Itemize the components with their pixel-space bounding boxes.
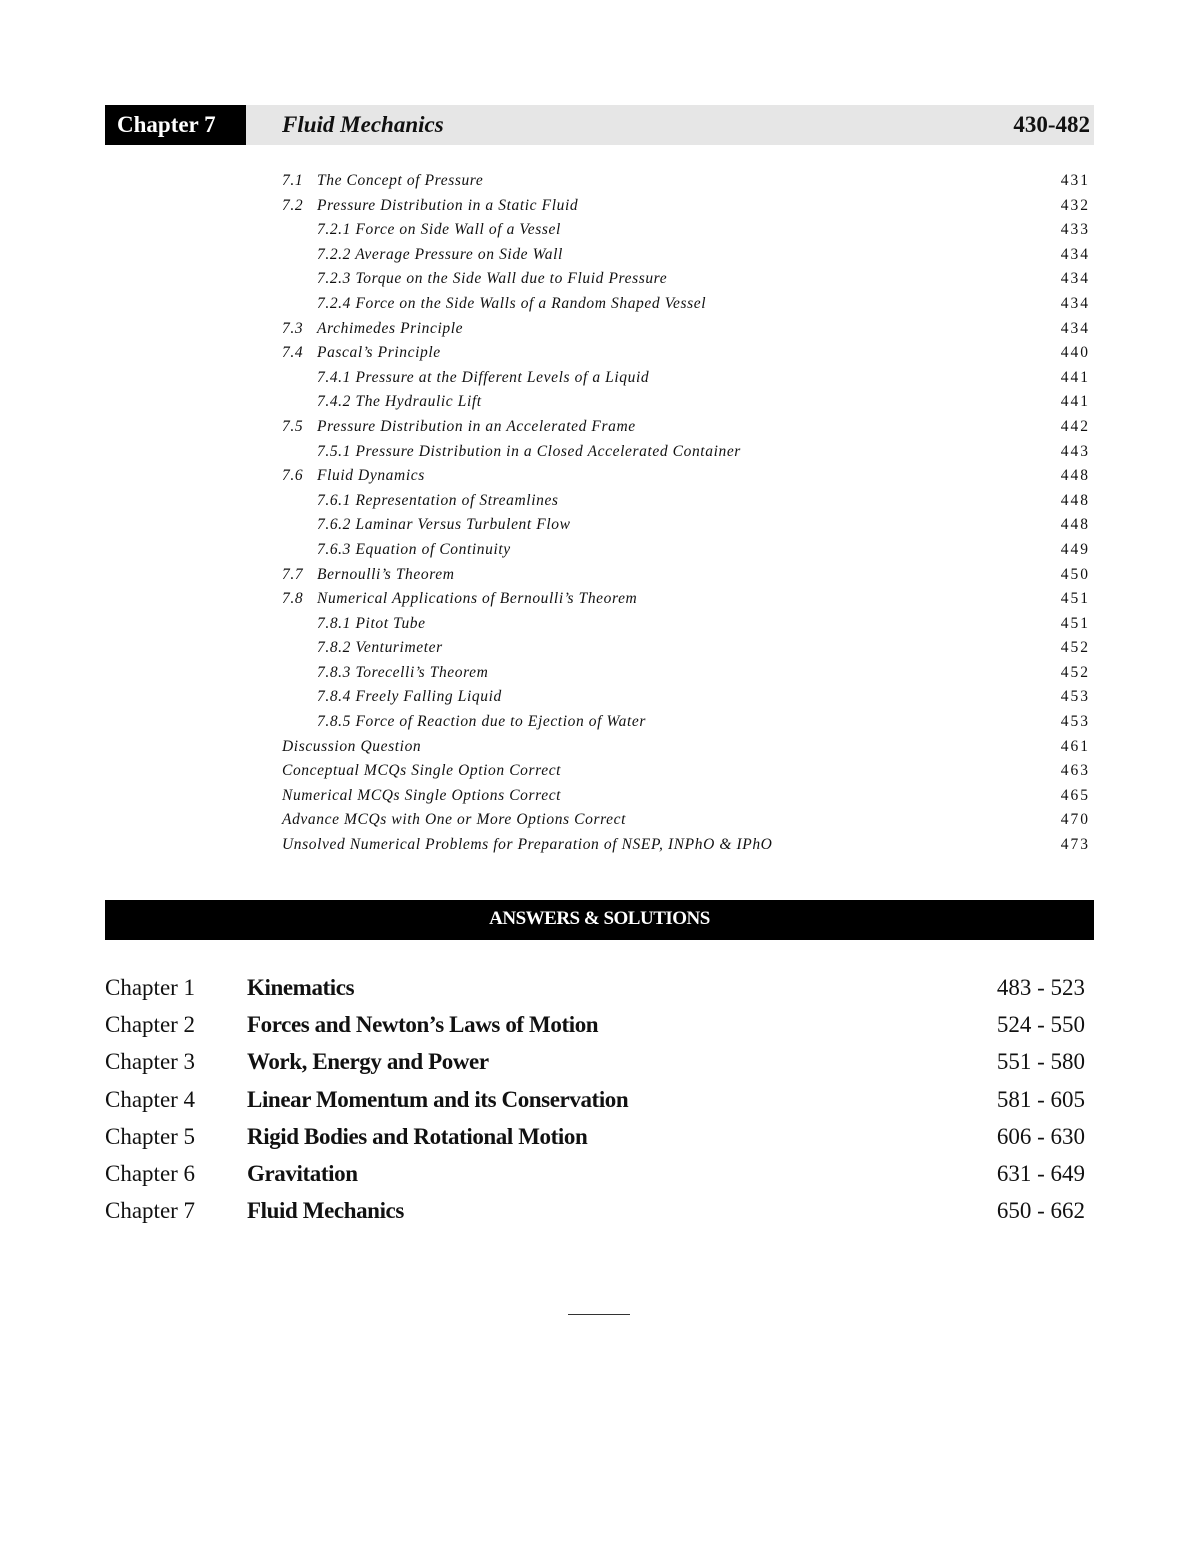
- toc-entry-text: Numerical MCQs Single Options Correct: [282, 786, 562, 804]
- toc-entry-text: Numerical Applications of Bernoulli’s Theorem: [317, 590, 638, 608]
- toc-entry-text: Discussion Question: [282, 737, 422, 755]
- toc-entry-title: [317, 713, 646, 731]
- toc-entry-text: Pitot Tube: [355, 614, 426, 632]
- toc-row: [282, 219, 1090, 244]
- answers-chapter-name: Kinematics: [247, 975, 355, 1000]
- toc-entry-page: 461: [1060, 737, 1090, 755]
- toc-entry-title: [317, 270, 667, 288]
- answers-page-range: 551 - 580: [996, 1049, 1085, 1075]
- answers-chapter-name: Rigid Bodies and Rotational Motion: [247, 1123, 588, 1149]
- answers-row: [105, 1012, 1085, 1049]
- chapter-label: Chapter 7: [105, 105, 246, 145]
- toc-row: [282, 293, 1090, 318]
- toc-entry-number: 7.6.3: [317, 540, 351, 558]
- toc-entry-title: [282, 467, 425, 485]
- toc-entry-number: 7.2.1: [317, 221, 351, 239]
- toc-entry-number: 7.8.2: [317, 639, 351, 657]
- toc-entry-page: 449: [1060, 540, 1090, 558]
- toc-entry-page: 450: [1060, 565, 1090, 583]
- answers-page-range: 581 - 605: [996, 1086, 1085, 1112]
- toc-row: [282, 785, 1090, 810]
- toc-row: [282, 686, 1090, 711]
- toc-entry-number: 7.4.1: [317, 368, 351, 386]
- chapter-title: Fluid Mechanics: [282, 112, 444, 137]
- toc-row: [282, 760, 1090, 785]
- toc-entry-page: 434: [1060, 294, 1090, 312]
- chapter-header: [105, 105, 1094, 145]
- toc-entry-page: 453: [1060, 713, 1090, 731]
- toc-entry-page: 442: [1060, 417, 1090, 435]
- toc-entry-title: [317, 246, 563, 264]
- answers-chapter-label: Chapter 1: [105, 975, 196, 1000]
- toc-entry-text: Pressure Distribution in a Closed Accelerated Container: [355, 442, 741, 460]
- toc-entry-number: 7.8.3: [317, 663, 351, 681]
- toc-row: [282, 637, 1090, 662]
- toc-entry-title: [282, 787, 561, 805]
- answers-chapter-label: Chapter 4: [105, 1086, 196, 1112]
- toc-entry-text: The Concept of Pressure: [317, 172, 484, 189]
- toc-row: [282, 416, 1090, 441]
- toc-entry-page: 463: [1060, 762, 1090, 780]
- toc-entry-title: [317, 541, 511, 559]
- toc-entry-title: [317, 443, 741, 461]
- toc-entry-text: Pressure at the Different Levels of a Liquid: [355, 368, 650, 386]
- answers-chapter-name: Gravitation: [247, 1160, 358, 1186]
- toc-entry-page: 453: [1060, 688, 1090, 706]
- answers-row: [105, 975, 1085, 1012]
- toc-entry-number: 7.8: [282, 590, 304, 608]
- toc-entry-text: Conceptual MCQs Single Option Correct: [282, 762, 562, 780]
- toc-row: [282, 711, 1090, 736]
- toc-row: [282, 736, 1090, 761]
- chapter-page-range: 430-482: [1013, 112, 1090, 137]
- answers-chapter-name: Fluid Mechanics: [247, 1198, 404, 1224]
- toc-row: [282, 195, 1090, 220]
- toc-entry-page: 473: [1060, 836, 1090, 854]
- toc-entry-page: 470: [1060, 811, 1090, 829]
- toc-entry-number: 7.7: [282, 565, 304, 583]
- toc-entry-page: 452: [1060, 639, 1090, 657]
- toc-entry-page: 433: [1060, 221, 1090, 239]
- toc-entry-title: [317, 393, 482, 411]
- toc-entry-title: [317, 492, 559, 510]
- toc-entry-title: [282, 811, 626, 829]
- toc-entry-page: 443: [1060, 442, 1090, 460]
- toc-row: [282, 367, 1090, 392]
- toc-entry-title: [317, 688, 502, 706]
- answers-row: [105, 1161, 1085, 1198]
- answers-chapter-label: Chapter 7: [105, 1198, 196, 1224]
- toc-entry-text: Advance MCQs with One or More Options Correct: [282, 811, 626, 829]
- toc-row: [282, 490, 1090, 515]
- toc-entry-title: [282, 738, 421, 756]
- answers-row: [105, 1049, 1085, 1086]
- toc-entry-page: 441: [1060, 393, 1090, 411]
- toc-entry-text: Average Pressure on Side Wall: [355, 245, 563, 263]
- toc-row: [282, 342, 1090, 367]
- toc-entry-title: [317, 615, 426, 633]
- toc-entry-title: [282, 418, 636, 436]
- toc-entry-title: [317, 639, 443, 657]
- toc-entry-title: [282, 836, 772, 854]
- toc-list: [282, 170, 1090, 859]
- toc-entry-title: [282, 762, 561, 780]
- toc-row: [282, 539, 1090, 564]
- end-rule: [568, 1314, 630, 1315]
- toc-row: [282, 613, 1090, 638]
- toc-entry-number: 7.6.2: [317, 516, 351, 534]
- toc-row: [282, 244, 1090, 269]
- toc-entry-page: 448: [1060, 516, 1090, 534]
- toc-entry-text: Equation of Continuity: [355, 540, 511, 558]
- toc-entry-page: 451: [1060, 614, 1090, 632]
- toc-entry-title: [282, 320, 463, 338]
- toc-entry-page: 432: [1060, 196, 1090, 214]
- toc-entry-page: 451: [1060, 590, 1090, 608]
- toc-entry-number: 7.2.4: [317, 294, 351, 312]
- toc-entry-number: 7.6.1: [317, 491, 351, 509]
- toc-row: [282, 318, 1090, 343]
- toc-entry-number: 7.4.2: [317, 393, 351, 411]
- toc-row: [282, 391, 1090, 416]
- toc-entry-number: 7.5: [282, 417, 304, 435]
- answers-chapter-name: Work, Energy and Power: [247, 1049, 489, 1075]
- answers-row: [105, 1087, 1085, 1124]
- toc-entry-number: 7.8.5: [317, 713, 351, 731]
- toc-entry-title: [317, 369, 649, 387]
- toc-entry-number: 7.2: [282, 196, 304, 214]
- answers-row: [105, 1124, 1085, 1161]
- toc-entry-text: Archimedes Principle: [317, 319, 464, 337]
- toc-entry-text: Pressure Distribution in an Accelerated Frame: [317, 417, 636, 435]
- toc-entry-number: 7.8.4: [317, 688, 351, 706]
- toc-entry-page: 434: [1060, 319, 1090, 337]
- toc-entry-page: 434: [1060, 270, 1090, 288]
- toc-row: [282, 441, 1090, 466]
- toc-entry-page: 441: [1060, 368, 1090, 386]
- answers-page-range: 483 - 523: [996, 975, 1085, 1000]
- toc-entry-title: [317, 664, 488, 682]
- toc-entry-number: 7.2.3: [317, 270, 351, 288]
- answers-chapter-label: Chapter 2: [105, 1012, 196, 1038]
- toc-entry-number: 7.3: [282, 319, 304, 337]
- toc-entry-number: 7.6: [282, 467, 304, 485]
- toc-row: [282, 662, 1090, 687]
- toc-entry-page: 465: [1060, 786, 1090, 804]
- toc-entry-text: Venturimeter: [355, 639, 443, 657]
- toc-entry-title: [317, 221, 561, 239]
- toc-row: [282, 268, 1090, 293]
- toc-entry-text: Freely Falling Liquid: [355, 688, 502, 706]
- toc-entry-title: [282, 172, 483, 190]
- toc-entry-text: Force on Side Wall of a Vessel: [355, 221, 561, 239]
- answers-chapter-name: Linear Momentum and its Conservation: [247, 1086, 629, 1112]
- toc-entry-title: [282, 197, 578, 215]
- toc-row: [282, 170, 1090, 195]
- toc-row: [282, 809, 1090, 834]
- answers-chapter-label: Chapter 3: [105, 1049, 196, 1075]
- toc-entry-page: 448: [1060, 491, 1090, 509]
- toc-entry-text: Torecelli’s Theorem: [355, 663, 489, 681]
- toc-entry-number: 7.2.2: [317, 245, 351, 263]
- toc-entry-page: 452: [1060, 663, 1090, 681]
- answers-chapter-label: Chapter 5: [105, 1123, 196, 1149]
- toc-entry-title: [282, 344, 441, 362]
- toc-entry-text: Force on the Side Walls of a Random Shaped Vessel: [355, 294, 707, 312]
- toc-entry-title: [282, 566, 455, 584]
- answers-row: [105, 1198, 1085, 1235]
- toc-entry-title: [317, 295, 706, 313]
- toc-entry-text: Pascal’s Principle: [317, 344, 441, 362]
- toc-entry-title: [317, 516, 571, 534]
- toc-entry-number: 7.5.1: [317, 442, 351, 460]
- answers-list: [105, 975, 1085, 1235]
- toc-entry-number: 7.8.1: [317, 614, 351, 632]
- toc-row: [282, 465, 1090, 490]
- toc-entry-text: Fluid Dynamics: [317, 467, 425, 485]
- toc-entry-text: Bernoulli’s Theorem: [317, 565, 455, 583]
- toc-entry-title: [282, 590, 637, 608]
- toc-entry-page: 434: [1060, 245, 1090, 263]
- toc-entry-text: The Hydraulic Lift: [355, 393, 482, 411]
- toc-entry-page: 448: [1060, 467, 1090, 485]
- answers-page-range: 650 - 662: [996, 1198, 1085, 1224]
- toc-row: [282, 564, 1090, 589]
- toc-entry-page: 440: [1060, 344, 1090, 362]
- toc-row: [282, 834, 1090, 859]
- toc-row: [282, 514, 1090, 539]
- toc-entry-text: Force of Reaction due to Ejection of Water: [355, 713, 646, 731]
- toc-entry-page: 431: [1060, 172, 1090, 189]
- toc-entry-text: Pressure Distribution in a Static Fluid: [317, 196, 579, 214]
- toc-entry-text: Representation of Streamlines: [355, 491, 559, 509]
- answers-page-range: 606 - 630: [996, 1123, 1085, 1149]
- toc-entry-number: 7.1: [282, 172, 304, 189]
- answers-heading: ANSWERS & SOLUTIONS: [105, 900, 1094, 940]
- answers-page-range: 631 - 649: [996, 1160, 1085, 1186]
- toc-entry-number: 7.4: [282, 344, 304, 362]
- answers-chapter-name: Forces and Newton’s Laws of Motion: [247, 1012, 599, 1038]
- answers-page-range: 524 - 550: [996, 1012, 1085, 1038]
- toc-entry-text: Laminar Versus Turbulent Flow: [355, 516, 571, 534]
- toc-entry-text: Unsolved Numerical Problems for Preparation of NSEP, INPhO & IPhO: [282, 836, 773, 854]
- toc-entry-text: Torque on the Side Wall due to Fluid Pressure: [355, 270, 668, 288]
- toc-row: [282, 588, 1090, 613]
- answers-chapter-label: Chapter 6: [105, 1160, 196, 1186]
